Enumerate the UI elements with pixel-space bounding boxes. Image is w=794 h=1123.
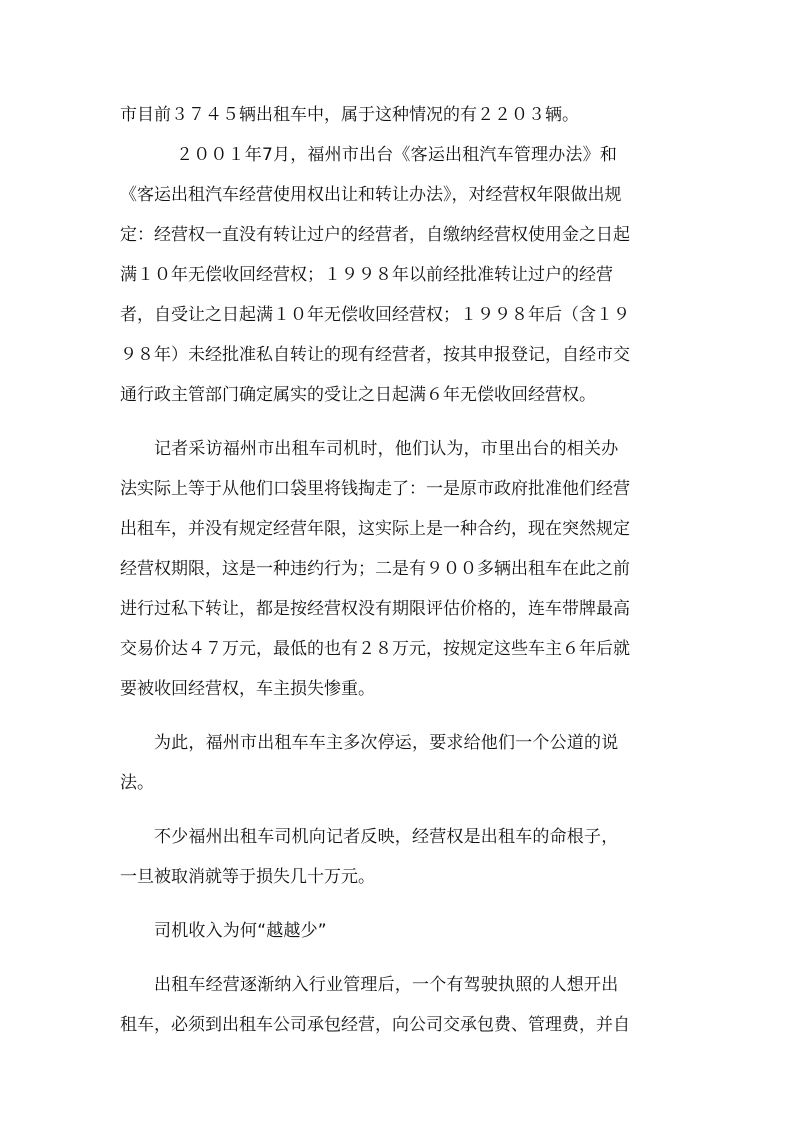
paragraph-start-line: 为此，福州市出租车车主多次停运，要求给他们一个公道的说 — [154, 733, 619, 753]
paragraph-start-line: 不少福州出租车司机向记者反映，经营权是出租车的命根子， — [154, 827, 619, 847]
text-line: 交易价达４７万元，最低的也有２８万元，按规定这些车主６年后就 — [120, 639, 630, 659]
text-line: ９８年）未经批准私自转让的现有经营者，按其申报登记，自经市交 — [120, 345, 630, 365]
text-line: 通行政主管部门确定属实的受让之日起满６年无偿收回经营权。 — [120, 385, 596, 405]
paragraph-start-line: 记者采访福州市出租车司机时，他们认为，市里出台的相关办 — [154, 439, 619, 459]
text-line: 法实际上等于从他们口袋里将钱掏走了：一是原市政府批准他们经营 — [120, 479, 630, 499]
text-line: 租车，必须到出租车公司承包经营，向公司交承包费、管理费，并自 — [120, 1015, 630, 1035]
text-line: 《客运出租汽车经营使用权出让和转让办法》，对经营权年限做出规 — [120, 185, 622, 205]
text-line: 进行过私下转让，都是按经营权没有期限评估价格的，连车带牌最高 — [120, 599, 630, 619]
paragraph-start-line: 出租车经营逐渐纳入行业管理后，一个有驾驶执照的人想开出 — [154, 975, 619, 995]
text-line: 者，自受让之日起满１０年无偿收回经营权；１９９８年后（含１９ — [120, 305, 630, 325]
article-body — [120, 95, 680, 1045]
text-line: 定：经营权一直没有转让过户的经营者，自缴纳经营权使用金之日起 — [120, 225, 630, 245]
text-line: 出租车，并没有规定经营年限，这实际上是一种合约，现在突然规定 — [120, 519, 630, 539]
text-line: 法。 — [120, 773, 154, 793]
text-line: 经营权期限，这是一种违约行为；二是有９００多辆出租车在此之前 — [120, 559, 630, 579]
text-line: 要被收回经营权，车主损失惨重。 — [120, 679, 375, 699]
text-line: 市目前３７４５辆出租车中，属于这种情况的有２２０３辆。 — [120, 105, 579, 125]
text-line: 满１０年无偿收回经营权；１９９８年以前经批准转让过户的经营 — [120, 265, 613, 285]
section-heading: 司机收入为何“越越少” — [154, 921, 327, 941]
text-line: 一旦被取消就等于损失几十万元。 — [120, 867, 375, 887]
paragraph-start-line: ２００１年7月，福州市出台《客运出租汽车管理办法》和 — [176, 145, 618, 165]
